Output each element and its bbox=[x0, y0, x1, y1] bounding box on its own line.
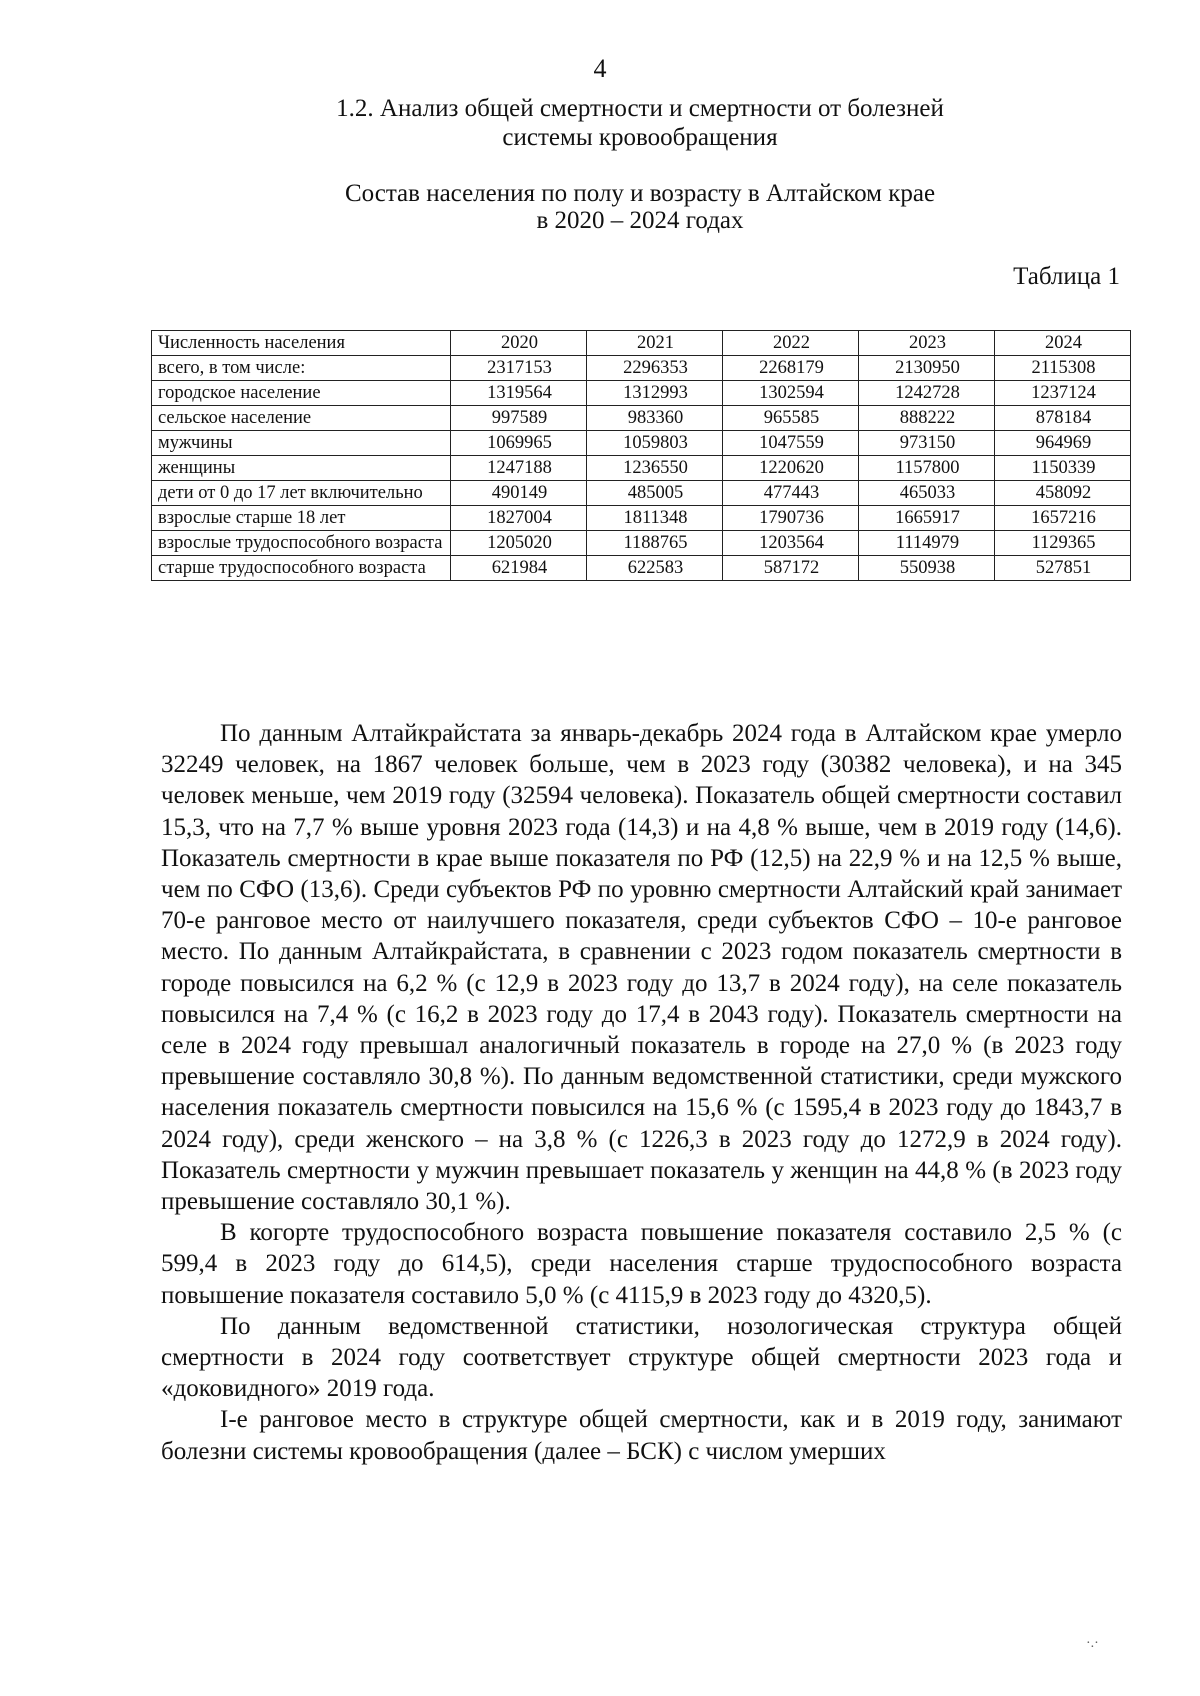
section-title-line: системы кровообращения bbox=[502, 124, 778, 151]
table-row bbox=[152, 481, 1131, 506]
table-cell: 973150 bbox=[859, 431, 995, 456]
table-cell: 1114979 bbox=[859, 531, 995, 556]
table-cell: 1203564 bbox=[723, 531, 859, 556]
row-label: дети от 0 до 17 лет включительно bbox=[152, 481, 451, 506]
table-label: Таблица 1 bbox=[1013, 263, 1120, 290]
page-number: 4 bbox=[593, 54, 607, 83]
table-cell: 2268179 bbox=[723, 356, 859, 381]
row-label: мужчины bbox=[152, 431, 451, 456]
row-label: всего, в том числе: bbox=[152, 356, 451, 381]
table-row bbox=[152, 381, 1131, 406]
table-cell: 878184 bbox=[995, 406, 1131, 431]
table-title-line: в 2020 – 2024 годах bbox=[536, 207, 744, 234]
section-title bbox=[200, 94, 1080, 152]
header-cell: Численность населения bbox=[152, 331, 451, 356]
population-table bbox=[151, 330, 1131, 581]
table-row bbox=[152, 406, 1131, 431]
table-cell: 1047559 bbox=[723, 431, 859, 456]
table-cell: 983360 bbox=[587, 406, 723, 431]
row-label: сельское население bbox=[152, 406, 451, 431]
table-cell: 1827004 bbox=[451, 506, 587, 531]
row-label: взрослые старше 18 лет bbox=[152, 506, 451, 531]
body-text bbox=[161, 718, 1122, 1467]
table-row bbox=[152, 506, 1131, 531]
header-cell: 2023 bbox=[859, 331, 995, 356]
table-cell: 490149 bbox=[451, 481, 587, 506]
table-cell: 1665917 bbox=[859, 506, 995, 531]
row-label: городское население bbox=[152, 381, 451, 406]
table-cell: 622583 bbox=[587, 556, 723, 581]
table-cell: 965585 bbox=[723, 406, 859, 431]
row-label: старше трудоспособного возраста bbox=[152, 556, 451, 581]
table-cell: 477443 bbox=[723, 481, 859, 506]
table-title-line: Состав населения по полу и возрасту в Алтайском крае bbox=[344, 180, 936, 207]
paragraph: По данным ведомственной статистики, нозологическая структура общей смертности в 2024 году соответствует структуре общей смертности 2023 года и «доковидного» 2019 года. bbox=[161, 1312, 1122, 1403]
table-cell: 1069965 bbox=[451, 431, 587, 456]
table-cell: 550938 bbox=[859, 556, 995, 581]
table-cell: 1237124 bbox=[995, 381, 1131, 406]
table-row bbox=[152, 456, 1131, 481]
table-cell: 1242728 bbox=[859, 381, 995, 406]
table-cell: 1188765 bbox=[587, 531, 723, 556]
table-row bbox=[152, 431, 1131, 456]
row-label: женщины bbox=[152, 456, 451, 481]
table-cell: 1319564 bbox=[451, 381, 587, 406]
table-cell: 1157800 bbox=[859, 456, 995, 481]
scan-speck-mark: ·.· bbox=[1086, 1636, 1099, 1651]
table-cell: 527851 bbox=[995, 556, 1131, 581]
table-cell: 485005 bbox=[587, 481, 723, 506]
table-cell: 1302594 bbox=[723, 381, 859, 406]
table-row bbox=[152, 531, 1131, 556]
table-cell: 1657216 bbox=[995, 506, 1131, 531]
header-cell: 2021 bbox=[587, 331, 723, 356]
table-cell: 2317153 bbox=[451, 356, 587, 381]
table-cell: 997589 bbox=[451, 406, 587, 431]
paragraph: По данным Алтайкрайстата за январь-декабрь 2024 года в Алтайском крае умерло 32249 человек, на 1867 человек больше, чем в 2023 году (30382 человека), и на 345 человек меньше, чем 2019 году (32594 человека). Показатель общей смертности составил 15,3, что на 7,7 % выше уровня 2023 года (14,3) и на 4,8 % выше, чем в 2019 году (14,6). Показатель смертности в крае выше показателя по РФ (12,5) на 22,9 % и на 12,5 % выше, чем по СФО (13,6). Среди субъектов РФ по уровню смертности Алтайский край занимает 70-е ранговое место от наилучшего показателя, среди субъектов СФО – 10-е ранговое место. По данным Алтайкрайстата, в сравнении с 2023 годом показатель смертности в городе повысился на 6,2 % (с 12,9 в 2023 году до 13,7 в 2024 году), на селе показатель повысился на 7,4 % (с 16,2 в 2023 году до 17,4 в 2043 году). Показатель смертности на селе в 2024 году превышал аналогичный показатель в городе на 27,0 % (в 2023 году превышение составляло 30,8 %). По данным ведомственной статистики, среди мужского населения показатель смертности повысился на 15,6 % (с 1595,4 в 2023 году до 1843,7 в 2024 году), среди женского – на 3,8 % (с 1226,3 в 2023 году до 1272,9 в 2024 году). Показатель смертности у мужчин превышает показатель у женщин на 44,8 % (в 2023 году превышение составляло 30,1 %). bbox=[161, 720, 1122, 1216]
table-cell: 1220620 bbox=[723, 456, 859, 481]
table-header-row bbox=[152, 331, 1131, 356]
table-cell: 2115308 bbox=[995, 356, 1131, 381]
header-cell: 2020 bbox=[451, 331, 587, 356]
table-row bbox=[152, 356, 1131, 381]
table-cell: 1247188 bbox=[451, 456, 587, 481]
table-cell: 1790736 bbox=[723, 506, 859, 531]
table-row bbox=[152, 556, 1131, 581]
table-cell: 1150339 bbox=[995, 456, 1131, 481]
table-cell: 1205020 bbox=[451, 531, 587, 556]
table-cell: 587172 bbox=[723, 556, 859, 581]
section-title-line: 1.2. Анализ общей смертности и смертности от болезней bbox=[336, 95, 944, 122]
table-cell: 621984 bbox=[451, 556, 587, 581]
table-cell: 465033 bbox=[859, 481, 995, 506]
table-cell: 1811348 bbox=[587, 506, 723, 531]
header-cell: 2024 bbox=[995, 331, 1131, 356]
table-cell: 2296353 bbox=[587, 356, 723, 381]
paragraph: В когорте трудоспособного возраста повышение показателя составило 2,5 % (с 599,4 в 2023 году до 614,5), среди населения старше трудоспособного возраста повышение показателя составило 5,0 % (с 4115,9 в 2023 году до 4320,5). bbox=[161, 1219, 1122, 1309]
row-label: взрослые трудоспособного возраста bbox=[152, 531, 451, 556]
header-cell: 2022 bbox=[723, 331, 859, 356]
table-cell: 1129365 bbox=[995, 531, 1131, 556]
table-cell: 2130950 bbox=[859, 356, 995, 381]
table-cell: 458092 bbox=[995, 481, 1131, 506]
table-title bbox=[200, 180, 1080, 234]
table-cell: 1312993 bbox=[587, 381, 723, 406]
table-cell: 888222 bbox=[859, 406, 995, 431]
table-cell: 1059803 bbox=[587, 431, 723, 456]
table-cell: 1236550 bbox=[587, 456, 723, 481]
table-cell: 964969 bbox=[995, 431, 1131, 456]
paragraph: I-е ранговое место в структуре общей смертности, как и в 2019 году, занимают болезни системы кровообращения (далее – БСК) с числом умерших bbox=[161, 1406, 1122, 1465]
